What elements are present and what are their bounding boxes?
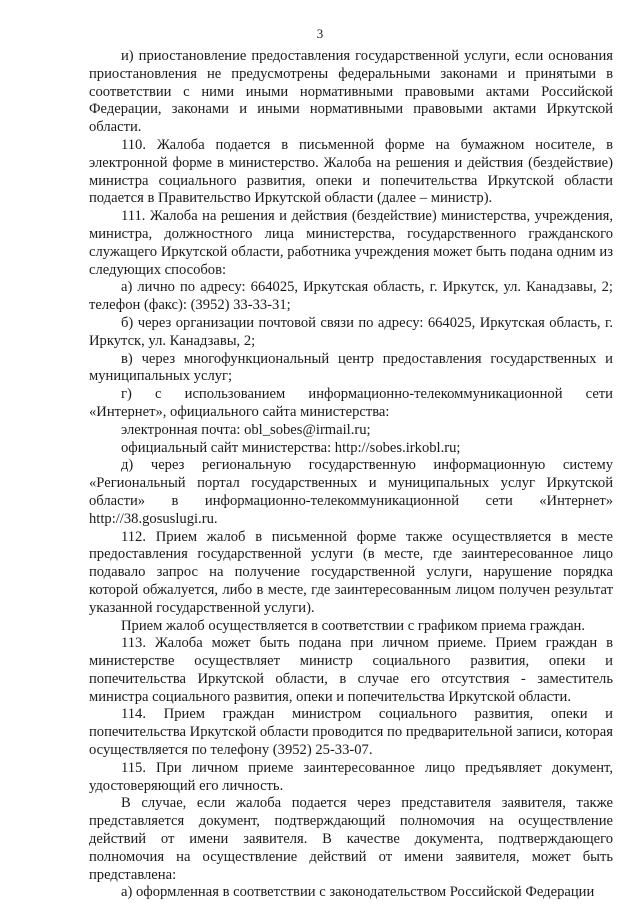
paragraph-website: официальный сайт министерства: http://sobes.irkobl.ru; — [121, 439, 461, 456]
paragraph-113: 113. Жалоба может быть подана при личном приеме. Прием граждан в министерстве осуществляет министр социального развития, опеки и попечительства Иркутской области, в случае его отсутствия - заместитель министра социального развития, опеки и попечительства Иркутской области. — [89, 635, 613, 705]
document-body — [89, 48, 613, 902]
paragraph-111: 111. Жалоба на решения и действия (бездействие) министерства, учреждения, министра, должностного лица министерства, государственного гражданского служащего Иркутской области, работника учреждения может быть подана одним из следующих способов: — [89, 208, 613, 278]
paragraph-111-g: г) с использованием информационно-телекоммуникационной сети «Интернет», официального сайта министерства: — [89, 386, 613, 420]
paragraph-schedule: Прием жалоб осуществляется в соответствии с графиком приема граждан. — [121, 617, 585, 634]
paragraph-111-a: а) лично по адресу: 664025, Иркутская область, г. Иркутск, ул. Канадзавы, 2; телефон (факс): (3952) 33-33-31; — [89, 279, 613, 314]
paragraph-111-b: б) через организации почтовой связи по адресу: 664025, Иркутская область, г. Иркутск, ул. Канадзавы, 2; — [89, 314, 613, 349]
paragraph-111-d: д) через региональную государственную информационную систему «Региональный портал государственных и муниципальных услуг Иркутской области» в информационно-телекоммуникационной сети «Интернет» http://38.gosuslugi.ru. — [89, 457, 613, 527]
paragraph-item-i-suspension: и) приостановление предоставления государственной услуги, если основания приостановления не предусмотрены федеральными законами и принятыми в соответствии с ними иными нормативными правовыми актами Российской Федерации, законами и иными нормативными правовыми актами Иркутской области. — [89, 48, 613, 136]
paragraph-email: электронная почта: obl_sobes@irmail.ru; — [121, 421, 371, 438]
paragraph-representative: В случае, если жалоба подается через представителя заявителя, также представляется документ, подтверждающий полномочия на осуществление действий от имени заявителя. В качестве документа, подтверждающего полномочия на осуществление действий от имени заявителя, может быть представлена: — [89, 795, 613, 883]
paragraph-115: 115. При личном приеме заинтересованное лицо предъявляет документ, удостоверяющий его личность. — [89, 759, 613, 794]
page-number: 3 — [316, 26, 324, 41]
paragraph-114: 114. Прием граждан министром социального развития, опеки и попечительства Иркутской области проводится по предварительной записи, которая осуществляется по телефону (3952) 25-33-07. — [89, 706, 613, 759]
paragraph-111-v: в) через многофункциональный центр предоставления государственных и муниципальных услуг; — [89, 350, 613, 385]
paragraph-112: 112. Прием жалоб в письменной форме также осуществляется в месте предоставления государственной услуги (в месте, где заинтересованное лицо подавало запрос на получение государственной услуги, нарушение порядка которой обжалуется, либо в месте, где заинтересованным лицом получен результат указанной государственной услуги). — [89, 528, 613, 616]
paragraph-115-a: а) оформленная в соответствии с законодательством Российской Федерации — [121, 884, 595, 901]
paragraph-110: 110. Жалоба подается в письменной форме на бумажном носителе, в электронной форме в министерство. Жалоба на решения и действия (бездействие) министра социального развития, опеки и попечительства Иркутской области подается в Правительство Иркутской области (далее – министр). — [89, 136, 613, 207]
